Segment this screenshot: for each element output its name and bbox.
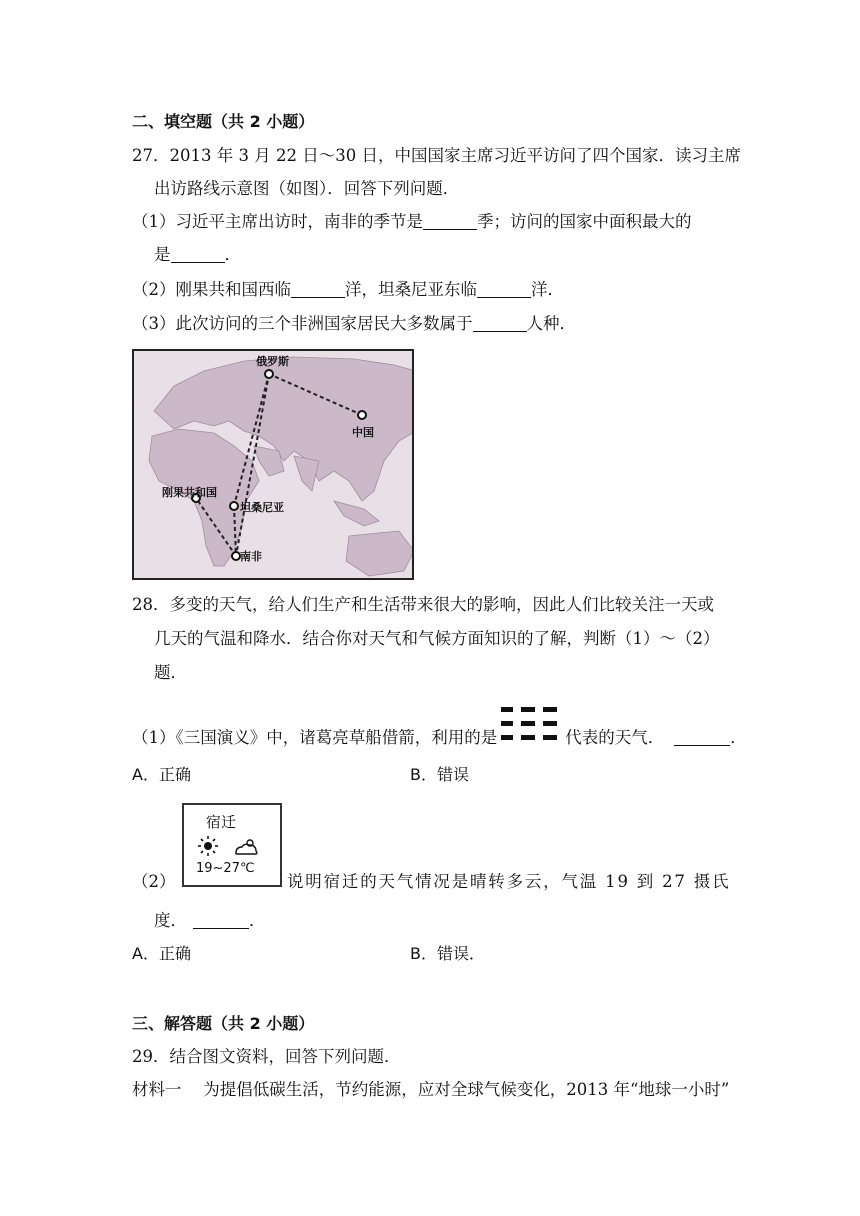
q27-line1: 27．2013 年 3 月 22 日～30 日，中国国家主席习近平访问了四个国家．读习主席 [132, 146, 741, 165]
weather-city: 宿迁 [206, 813, 237, 831]
q28-part2-prefix: （2） [132, 872, 176, 891]
q27-p3-text-a: （3）此次访问的三个非洲国家居民大多数属于 [132, 314, 473, 333]
weather-temp: 19~27℃ [196, 861, 255, 876]
q28-p1-text-b: 代表的天气． [565, 728, 665, 747]
weather-forecast-box [182, 803, 282, 887]
q27-part3 [132, 313, 576, 335]
q28-p2-option-b[interactable]: B．错误． [410, 944, 485, 963]
route-map [132, 349, 414, 580]
q27-part1 [132, 211, 692, 233]
answer-blank[interactable] [291, 281, 345, 298]
q27-part1-cont [154, 244, 241, 266]
q28-p1-text-a: （1）《三国演义》中，诸葛亮草船借箭，利用的是 [132, 728, 498, 747]
q27-p1-text-b: 季；访问的国家中面积最大的 [477, 212, 692, 231]
q28-p1-option-a[interactable]: A．正确 [132, 765, 191, 784]
q27-p2-text-c: 洋． [531, 280, 564, 299]
q27-line2: 出访路线示意图（如图）．回答下列问题． [154, 179, 460, 198]
q27-p1-text-d: ． [224, 245, 241, 264]
q27-p2-text-b: 洋，坦桑尼亚东临 [345, 280, 477, 299]
q29-line1: 29．结合图文资料，回答下列问题． [132, 1047, 401, 1066]
map-label-china: 中国 [352, 426, 374, 439]
map-label-russia: 俄罗斯 [256, 355, 289, 368]
map-label-south-africa: 南非 [240, 550, 262, 563]
answer-blank[interactable] [477, 281, 531, 298]
q29-line2: 材料一 为提倡低碳生活，节约能源，应对全球气候变化，2013 年“地球一小时” [132, 1080, 730, 1099]
answer-blank[interactable] [171, 246, 225, 263]
answer-blank[interactable] [674, 729, 730, 746]
q28-p1-option-b[interactable]: B．错误 [410, 765, 469, 784]
q28-part1 [132, 727, 747, 749]
route-map-graphic [134, 351, 414, 580]
q27-p1-text-c: 是 [154, 245, 171, 264]
answer-blank[interactable] [473, 315, 527, 332]
map-label-tanzania: 坦桑尼亚 [240, 501, 284, 514]
q27-p2-text-a: （2）刚果共和国西临 [132, 280, 291, 299]
section2-title: 二、填空题（共 2 小题） [132, 112, 315, 131]
q28-part2-cont [154, 910, 266, 932]
q28-line2: 几天的气温和降水．结合你对天气和气候方面知识的了解，判断（1）～（2） [154, 629, 720, 648]
map-label-congo: 刚果共和国 [162, 486, 217, 499]
q28-p1-text-c: ． [730, 728, 747, 747]
q27-part2 [132, 279, 564, 301]
sunny-to-cloudy-icon [198, 835, 268, 857]
q28-p2-option-a[interactable]: A．正确 [132, 944, 191, 963]
q28-p2-text-d: ． [249, 911, 266, 930]
q27-p1-text-a: （1）习近平主席出访时，南非的季节是 [132, 212, 423, 231]
q27-p3-text-b: 人种． [526, 314, 576, 333]
q28-line1: 28．多变的天气，给人们生产和生活带来很大的影响，因此人们比较关注一天或 [132, 595, 714, 614]
section3-title: 三、解答题（共 2 小题） [132, 1014, 315, 1033]
q28-line3: 题． [154, 663, 187, 682]
q28-p2-text-c: 度． [154, 911, 187, 930]
answer-blank[interactable] [193, 912, 249, 929]
q28-part2-text: 说明宿迁的天气情况是晴转多云，气温 19 到 27 摄氏 [287, 872, 731, 891]
answer-blank[interactable] [423, 213, 477, 230]
